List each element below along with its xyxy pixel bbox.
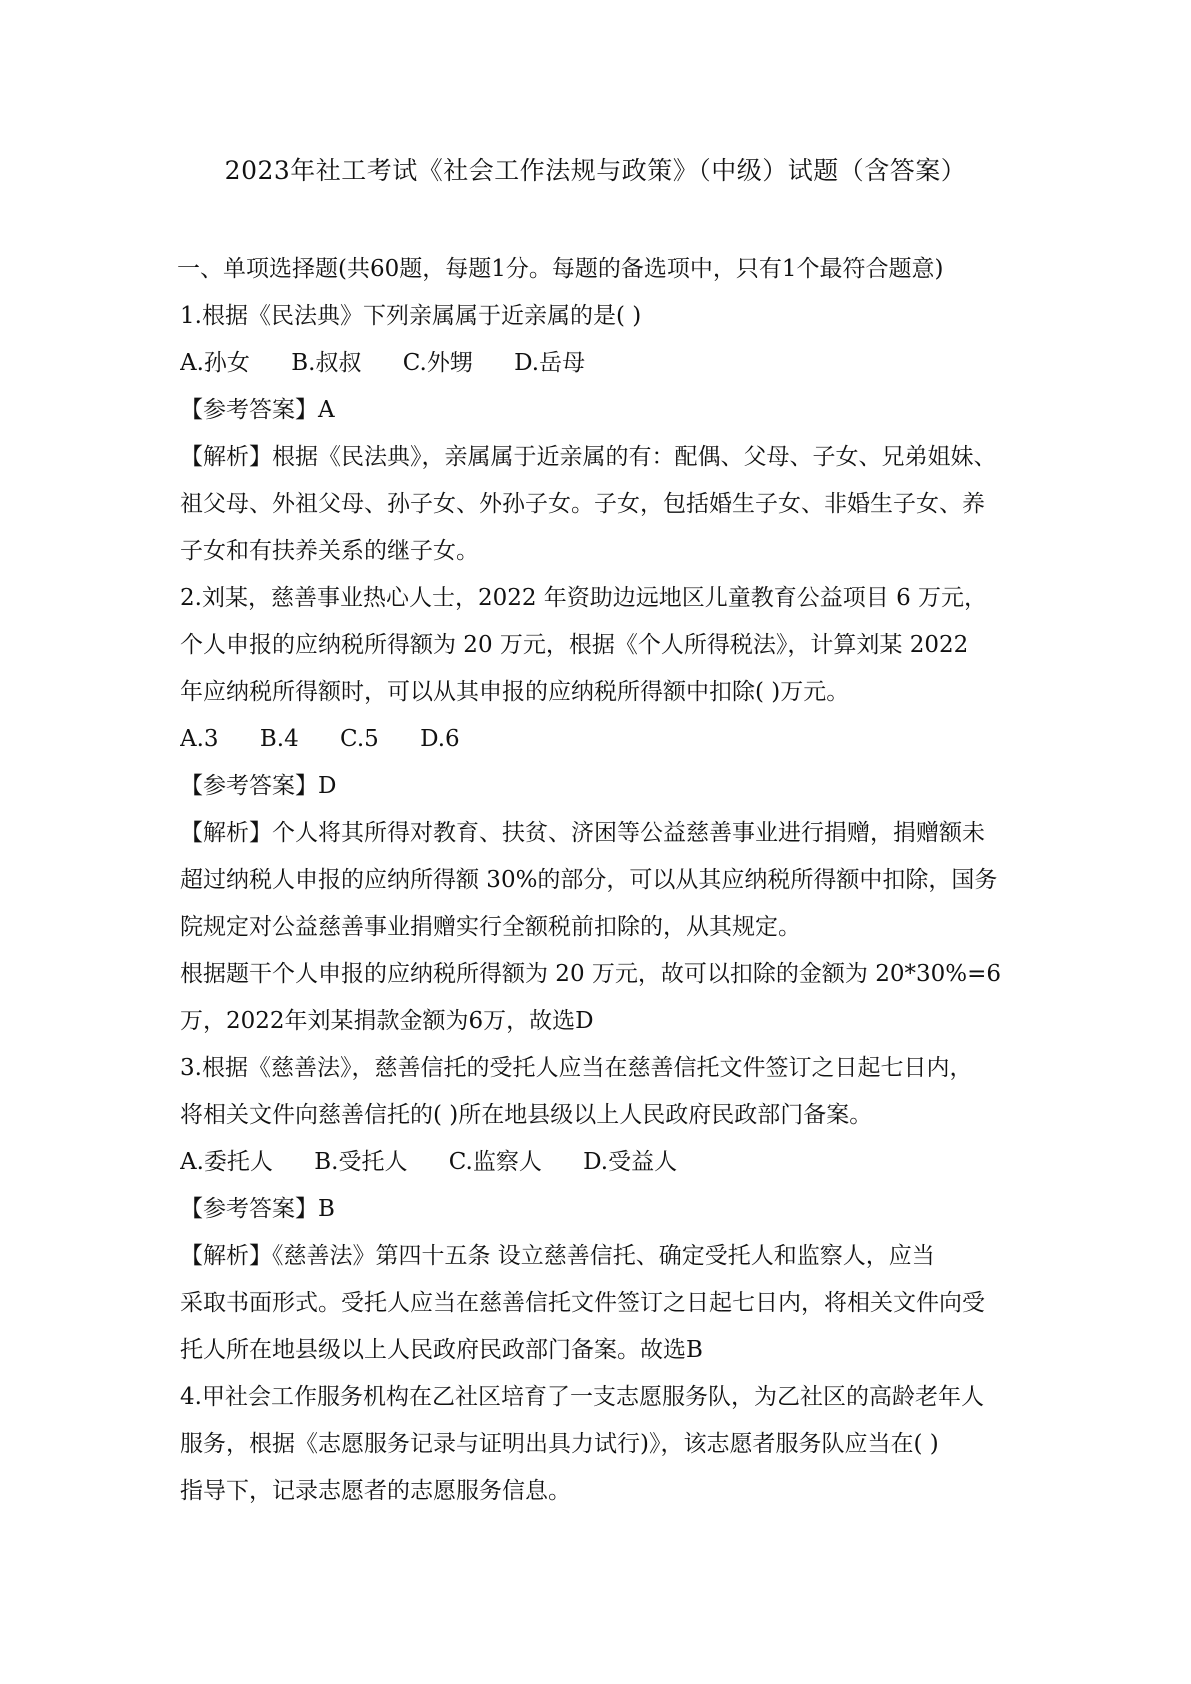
question-text-line: 服务，根据《志愿服务记录与证明出具力试行)》，该志愿者服务队应当在( ) bbox=[180, 1431, 939, 1457]
document-title: 2023年社工考试《社会工作法规与政策》（中级）试题（含答案） bbox=[224, 156, 967, 185]
question-text-line: 年应纳税所得额时，可以从其申报的应纳税所得额中扣除( )万元。 bbox=[180, 679, 850, 705]
option-a: A.孙女 bbox=[180, 350, 250, 376]
answer-options bbox=[180, 1139, 1010, 1186]
option-b: B.4 bbox=[259, 726, 299, 752]
analysis-line: 托人所在地县级以上人民政府民政部门备案。故选B bbox=[180, 1337, 703, 1363]
question-text-line: 个人申报的应纳税所得额为 20 万元，根据《个人所得税法》，计算刘某 2022 bbox=[180, 632, 969, 658]
question-text-line: 4.甲社会工作服务机构在乙社区培育了一支志愿服务队，为乙社区的高龄老年人 bbox=[180, 1384, 984, 1410]
question-3 bbox=[180, 1045, 1010, 1374]
analysis-line: 【解析】个人将其所得对教育、扶贫、济困等公益慈善事业进行捐赠，捐赠额未 bbox=[180, 820, 985, 846]
analysis-line: 【解析】根据《民法典》，亲属属于近亲属的有：配偶、父母、子女、兄弟姐妹、 bbox=[180, 444, 997, 470]
option-d: D.受益人 bbox=[583, 1149, 678, 1175]
question-text-line: 将相关文件向慈善信托的( )所在地县级以上人民政府民政部门备案。 bbox=[180, 1102, 873, 1128]
question-2 bbox=[180, 575, 1010, 1045]
analysis-line: 采取书面形式。受托人应当在慈善信托文件签订之日起七日内，将相关文件向受 bbox=[180, 1290, 985, 1316]
option-d: D.岳母 bbox=[514, 350, 586, 376]
answer-options bbox=[180, 340, 1010, 387]
option-c: C.外甥 bbox=[402, 350, 473, 376]
analysis-line: 祖父母、外祖父母、孙子女、外孙子女。子女，包括婚生子女、非婚生子女、养 bbox=[180, 491, 985, 517]
analysis-line: 超过纳税人申报的应纳所得额 30%的部分，可以从其应纳税所得额中扣除，国务 bbox=[180, 867, 998, 893]
question-1 bbox=[180, 293, 1010, 575]
section-heading: 一、单项选择题(共60题，每题1分。每题的备选项中，只有1个最符合题意) bbox=[177, 256, 944, 282]
option-c: C.监察人 bbox=[448, 1149, 542, 1175]
reference-answer: 【参考答案】B bbox=[180, 1196, 335, 1222]
analysis-line: 院规定对公益慈善事业捐赠实行全额税前扣除的，从其规定。 bbox=[180, 914, 801, 940]
option-c: C.5 bbox=[340, 726, 379, 752]
reference-answer: 【参考答案】D bbox=[180, 773, 337, 799]
question-text-line: 3.根据《慈善法》，慈善信托的受托人应当在慈善信托文件签订之日起七日内， bbox=[180, 1055, 973, 1081]
analysis-line: 万，2022年刘某捐款金额为6万，故选D bbox=[180, 1008, 594, 1034]
analysis-line: 子女和有扶养关系的继子女。 bbox=[180, 538, 479, 564]
option-b: B.受托人 bbox=[314, 1149, 408, 1175]
answer-options bbox=[180, 716, 1010, 763]
question-text-line: 2.刘某，慈善事业热心人士，2022 年资助边远地区儿童教育公益项目 6 万元， bbox=[180, 585, 988, 611]
question-text-line: 指导下，记录志愿者的志愿服务信息。 bbox=[180, 1478, 571, 1504]
analysis-line: 根据题干个人申报的应纳税所得额为 20 万元，故可以扣除的金额为 20*30%=6 bbox=[180, 961, 1001, 987]
question-4 bbox=[180, 1374, 1010, 1515]
question-text-line: 1.根据《民法典》下列亲属属于近亲属的是( ) bbox=[180, 303, 642, 329]
analysis-line: 【解析】《慈善法》第四十五条 设立慈善信托、确定受托人和监察人，应当 bbox=[180, 1243, 935, 1269]
option-d: D.6 bbox=[420, 726, 460, 752]
option-a: A.3 bbox=[180, 726, 219, 752]
reference-answer: 【参考答案】A bbox=[180, 397, 335, 423]
option-b: B.叔叔 bbox=[291, 350, 362, 376]
option-a: A.委托人 bbox=[180, 1149, 273, 1175]
document-content bbox=[177, 246, 1010, 1515]
